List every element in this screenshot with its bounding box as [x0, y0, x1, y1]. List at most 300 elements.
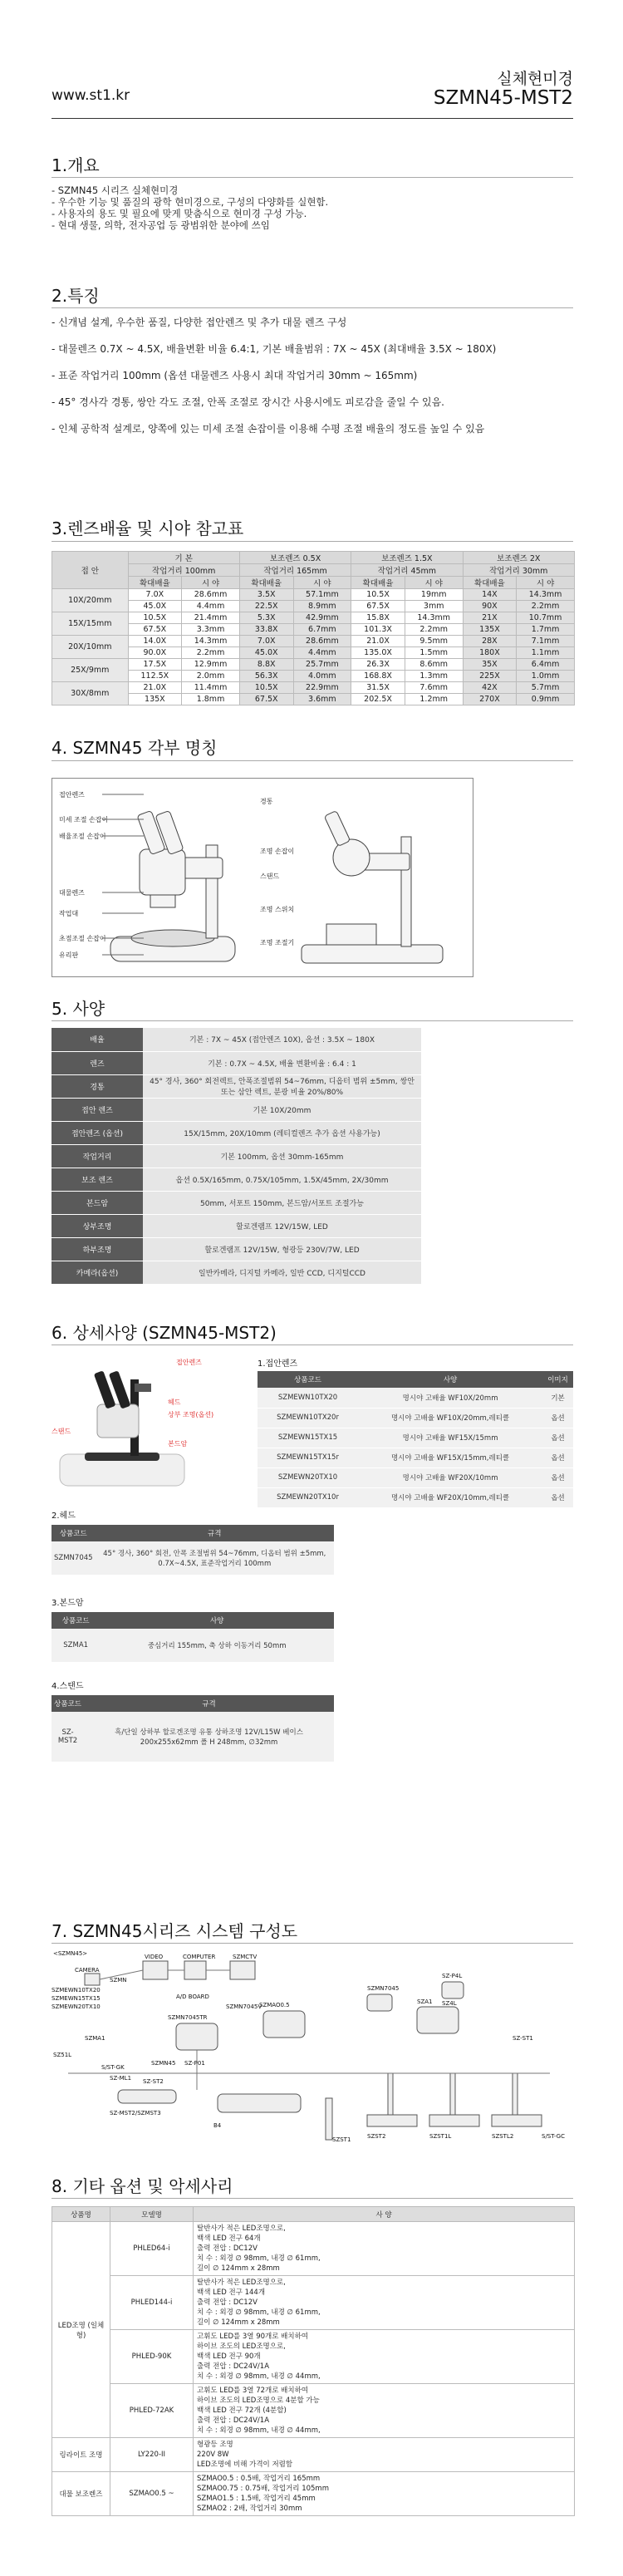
overview-line: - SZMN45 시리즈 실체현미경: [52, 184, 179, 196]
spec-description: [194, 2438, 575, 2472]
mag-sub-row: [52, 577, 575, 589]
mag-cell: 19mm: [405, 589, 463, 601]
mag-cell: 3.6mm: [293, 694, 351, 705]
feature-line: - 45° 경사각 경통, 쌍안 각도 조절, 안폭 조절로 장시간 사용시에도 피로감을 줄일 수 있음.: [52, 396, 444, 408]
mag-cell: 17.5X: [128, 659, 182, 671]
part-label: 초점조절 손잡이: [59, 935, 106, 942]
system-label: SZ51L: [53, 2052, 72, 2058]
mag-cell: 67.5X: [351, 601, 405, 612]
table-cell: SZMEWN20TX10: [258, 1467, 358, 1487]
pole-shape: [450, 2073, 455, 2115]
mag-cell: 14.3mm: [517, 589, 575, 601]
mag-cell: 4.0mm: [293, 671, 351, 682]
model-name: PHLED64-i: [110, 2222, 194, 2276]
mag-cell: 26.3X: [351, 659, 405, 671]
fov-sub-header: 시 야: [293, 577, 351, 589]
table-row: [52, 601, 575, 612]
system-label: SZMAO0.5: [259, 2002, 290, 2008]
feature-line: - 대물렌즈 0.7X ~ 4.5X, 배율변환 비율 6.4:1, 기본 배율범위 : 7X ~ 45X (최대배율 3.5X ~ 180X): [52, 343, 497, 355]
mag-cell: 10.5X: [128, 612, 182, 624]
spec-line: 길이 ∅ 124mm x 28mm: [197, 2264, 280, 2273]
bondarm-subtitle: 3.본드암: [52, 1599, 84, 1608]
system-label: SZMCTV: [233, 1954, 258, 1960]
spec-key: 접안렌즈 (옵션): [52, 1121, 143, 1144]
mag-cell: 1.1mm: [517, 647, 575, 659]
mag-cell: 3.3mm: [182, 624, 240, 636]
part-label: 대물렌즈: [59, 889, 85, 897]
table-cell: SZMEWN15TX15r: [258, 1448, 358, 1467]
mag-cell: 28.6mm: [182, 589, 240, 601]
mag-cell: 14.3mm: [405, 612, 463, 624]
feature-line: - 인체 공학적 설계로, 양쪽에 있는 미세 조절 손잡이를 이용해 수평 조절 배율의 정도를 높일 수 있음: [52, 423, 485, 435]
mag-cell: 14X: [463, 589, 517, 601]
mag-cell: 12.9mm: [182, 659, 240, 671]
mag-cell: 112.5X: [128, 671, 182, 682]
column-header: 모델명: [110, 2207, 194, 2222]
mag-cell: 1.8mm: [182, 694, 240, 705]
photo-callout-label: 접안렌즈: [176, 1359, 202, 1366]
part-label: 작업대: [59, 910, 79, 917]
model-name: SZMAO0.5 ~: [110, 2472, 194, 2516]
fov-sub-header: 시 야: [405, 577, 463, 589]
system-label: SZMN: [110, 1977, 127, 1984]
spec-value: 할로겐램프 12V/15W, 형광등 230V/7W, LED: [143, 1237, 421, 1261]
mag-cell: 1.7mm: [517, 624, 575, 636]
mag-cell: 135X: [128, 694, 182, 705]
table-cell: 중심거리 155mm, 축 상하 이동거리 50mm: [100, 1629, 334, 1662]
spec-value: 일반카메라, 디지털 카메라, 일반 CCD, 디지털CCD: [143, 1261, 421, 1284]
part-label: 배율조절 손잡이: [59, 833, 106, 840]
mag-sub-header: 확대배율: [239, 577, 293, 589]
spec-line: 220V 8W: [197, 2451, 229, 2459]
microscope-diagram-svg: [52, 779, 473, 976]
stand-st1-shape: [118, 2090, 176, 2103]
spec-line: 백색 LED 전구 64개: [197, 2234, 261, 2243]
mag-cell: 10.5X: [351, 589, 405, 601]
table-cell: 명시야 고배율 WF10X/20mm,레티클: [358, 1408, 542, 1428]
mag-cell: 2.2mm: [405, 624, 463, 636]
mag-cell: 15.8X: [351, 612, 405, 624]
mag-cell: 45.0X: [128, 601, 182, 612]
table-row: [52, 1629, 334, 1662]
table-cell: 명시야 고배율 WF20X/10mm,레티클: [358, 1487, 542, 1507]
eyepiece-label: 15X/15mm: [52, 612, 129, 636]
part-label: 조명 조절기: [260, 939, 295, 946]
table-row: [52, 589, 575, 601]
table-row: [52, 2276, 575, 2330]
stand-szst2-shape: [429, 2115, 479, 2126]
spec-value: 50mm, 서포트 150mm, 본드암/서포트 조절가능: [143, 1191, 421, 1214]
system-label: B4: [213, 2122, 222, 2129]
mag-cell: 21.4mm: [182, 612, 240, 624]
photo-callout-label: 본드암: [168, 1440, 188, 1448]
system-label: A/D BOARD: [176, 1993, 209, 2000]
mag-sub-header: 확대배율: [351, 577, 405, 589]
stand-szst1l-shape: [492, 2115, 542, 2126]
header-divider: [52, 118, 573, 119]
system-label: VIDEO: [145, 1954, 164, 1960]
section-divider: [52, 760, 573, 761]
system-label: S/ST-GK: [101, 2064, 125, 2071]
table-row: [258, 1428, 573, 1448]
spec-key: 배율: [52, 1028, 143, 1051]
table-row: [258, 1388, 573, 1408]
table-cell: 옵션: [542, 1428, 573, 1448]
section-divider: [52, 307, 573, 308]
table-cell: SZ-MST2: [52, 1712, 84, 1762]
table-row: [258, 1467, 573, 1487]
mag-cell: 7.0X: [239, 636, 293, 647]
plate-shape: [85, 1453, 159, 1461]
column-header: 규격: [96, 1525, 334, 1541]
photo-callout-label: 헤드: [168, 1399, 181, 1406]
system-label: SZA1: [417, 1998, 433, 2005]
parts-diagram: [52, 778, 473, 977]
mag-cell: 1.0mm: [517, 671, 575, 682]
mag-cell: 5.3X: [239, 612, 293, 624]
head-7045-shape: [417, 2007, 459, 2033]
table-cell: 옵션: [542, 1487, 573, 1507]
mag-cell: 180X: [463, 647, 517, 659]
table-cell: 옵션: [542, 1448, 573, 1467]
spec-line: 고휘도 LED를 3열 90개로 배치하여: [197, 2333, 309, 2341]
mag-cell: 67.5X: [128, 624, 182, 636]
computer-shape: [184, 1961, 206, 1979]
spec-line: 백색 LED 전구 90개: [197, 2352, 261, 2361]
mag-cell: 202.5X: [351, 694, 405, 705]
overview-line: - 사용자의 용도 및 필요에 맞게 맞춤식으로 현미경 구성 가능.: [52, 208, 307, 219]
eyepiece-label: 20X/10mm: [52, 636, 129, 659]
mag-cell: 1.5mm: [405, 647, 463, 659]
mag-cell: 6.4mm: [517, 659, 575, 671]
mag-cell: 10.5X: [239, 682, 293, 694]
section-divider: [52, 177, 573, 178]
eyepiece-table: [258, 1371, 573, 1508]
section-divider: [52, 1020, 573, 1021]
mag-cell: 7.0X: [128, 589, 182, 601]
mag-cell: 11.4mm: [182, 682, 240, 694]
lamp-shape: [135, 1384, 151, 1392]
table-cell: 옵션: [542, 1467, 573, 1487]
spec-value: 기본 : 0.7X ~ 4.5X, 배율 변환비율 : 6.4 : 1: [143, 1051, 421, 1074]
spec-line: 백색 LED 전구 72개 (4분할): [197, 2406, 287, 2415]
table-row: [52, 2384, 575, 2438]
section-divider: [52, 541, 573, 542]
mag-cell: 3mm: [405, 601, 463, 612]
mag-cell: 56.3X: [239, 671, 293, 682]
spec-line: 백색 LED 전구 144개: [197, 2288, 266, 2297]
spec-line: 치 수 : 외경 ∅ 98mm, 내경 ∅ 61mm,: [197, 2254, 321, 2263]
system-label: SZ-P4L: [442, 1973, 463, 1979]
spec-line: 탈반사가 적은 LED조명으로,: [197, 2279, 286, 2287]
mag-cell: 1.3mm: [405, 671, 463, 682]
part-label: 스탠드: [260, 873, 280, 880]
table-cell: 기본: [542, 1388, 573, 1408]
mag-working-distance: 작업거리 45mm: [351, 564, 463, 577]
head-trinocular-shape: [176, 2023, 218, 2050]
accessories-table: [52, 2206, 575, 2516]
mag-cell: 225X: [463, 671, 517, 682]
overview-line: - 우수한 기능 및 품질의 광학 현미경으로, 구성의 다양화를 실현함.: [52, 196, 329, 208]
mag-group-header: 보조렌즈 2X: [463, 552, 574, 564]
spec-value: 기본 : 7X ~ 45X (접안렌즈 10X), 옵션 : 3.5X ~ 180X: [143, 1028, 421, 1051]
spec-value: 할로겐램프 12V/15W, LED: [143, 1214, 421, 1237]
mag-cell: 33.8X: [239, 624, 293, 636]
table-cell: 45° 경사, 360° 회전, 안폭 조절범위 54~76mm, 디옵터 범위 ±5mm, 0.7X~4.5X, 표준작업거리 100mm: [96, 1541, 334, 1575]
column-header: 규격: [84, 1695, 334, 1712]
video-shape-2: [230, 1961, 255, 1979]
table-row: [52, 2330, 575, 2384]
ring-light-shape-2: [442, 1982, 464, 1998]
site-url[interactable]: www.st1.kr: [52, 87, 130, 104]
table-cell: SZMEWN10TX20: [258, 1388, 358, 1408]
magnification-table: [52, 551, 575, 705]
mag-group-header: 보조렌즈 1.5X: [351, 552, 463, 564]
table-cell: SZMEWN15TX15: [258, 1428, 358, 1448]
ring-light-shape: [367, 1994, 392, 2011]
column-header: 사 양: [194, 2207, 575, 2222]
spec-key: 렌즈: [52, 1051, 143, 1074]
stand-subtitle: 4.스탠드: [52, 1682, 84, 1691]
spec-key: 상부조명: [52, 1214, 143, 1237]
spec-key: 본드암: [52, 1191, 143, 1214]
section-accessories-title: 8. 기타 옵션 및 악세사리: [52, 2176, 233, 2196]
table-row: [52, 1541, 334, 1575]
mag-cell: 8.9mm: [293, 601, 351, 612]
system-diagram-svg: [52, 1949, 575, 2156]
table-row: [52, 1121, 421, 1144]
table-cell: 명시야 고배율 WF20X/10mm: [358, 1467, 542, 1487]
spec-line: 치 수 : 외경 ∅ 98mm, 내경 ∅ 61mm,: [197, 2308, 321, 2317]
fov-sub-header: 시 야: [517, 577, 575, 589]
product-category: 실체현미경: [497, 70, 573, 88]
mag-wd-row: [52, 564, 575, 577]
spec-key: 작업거리: [52, 1144, 143, 1168]
system-label: SZMN7045: [367, 1985, 400, 1992]
spec-line: 형광등 조명: [197, 2441, 233, 2449]
model-name: LY220-II: [110, 2438, 194, 2472]
section-parts-title: 4. SZMN45 각부 명칭: [52, 738, 218, 758]
column-header: 상품코드: [258, 1371, 358, 1388]
system-label: SZMN7045TR: [168, 2014, 208, 2021]
mag-cell: 7.1mm: [517, 636, 575, 647]
table-cell: 옵션: [542, 1408, 573, 1428]
spec-value: 기본 100mm, 옵션 30mm-165mm: [143, 1144, 421, 1168]
features-list: [52, 314, 496, 447]
mag-sub-header: 확대배율: [128, 577, 182, 589]
mag-cell: 7.6mm: [405, 682, 463, 694]
objective-shape: [150, 895, 175, 907]
table-row: [52, 2472, 575, 2516]
table-row: [52, 624, 575, 636]
system-label: SZMN45: [151, 2060, 176, 2067]
mag-cell: 90.0X: [128, 647, 182, 659]
mag-cell: 45.0X: [239, 647, 293, 659]
table-row: [52, 671, 575, 682]
table-row: [52, 2222, 575, 2276]
head-table: [52, 1525, 334, 1576]
system-label: SZ-ST2: [143, 2078, 164, 2085]
spec-line: 출력 전압 : DC24V/1A: [197, 2416, 270, 2425]
table-cell: 흑/단일 상하부 할로겐조명 유통 상하조명 12V/L15W 베이스 200x255x62mm 폴 H 248mm, ∅32mm: [84, 1712, 334, 1762]
system-label: CAMERA: [75, 1967, 100, 1974]
table-cell: 명시야 고배율 WF15X/15mm,레티클: [358, 1448, 542, 1467]
system-label: SZ-P01: [184, 2060, 205, 2067]
mag-cell: 8.6mm: [405, 659, 463, 671]
system-label: S/ST-GC: [542, 2133, 565, 2140]
system-labels: [52, 1950, 565, 2143]
product-name: 대물 보조렌즈: [52, 2472, 110, 2516]
table-cell: SZMEWN20TX10r: [258, 1487, 358, 1507]
table-row: [258, 1408, 573, 1428]
mag-eyepiece-header: 접 안: [52, 552, 129, 589]
base-shape: [302, 945, 443, 963]
mag-working-distance: 작업거리 165mm: [239, 564, 351, 577]
spec-key: 경통: [52, 1074, 143, 1098]
model-name: PHLED-72AK: [110, 2384, 194, 2438]
b4-shape: [326, 2098, 332, 2140]
spec-line: 탈반사가 적은 LED조명으로,: [197, 2225, 286, 2233]
eyepiece-label: 25X/9mm: [52, 659, 129, 682]
mag-cell: 168.8X: [351, 671, 405, 682]
table-cell: SZMA1: [52, 1629, 100, 1662]
product-photo: [52, 1354, 251, 1496]
table-row: [52, 1214, 421, 1237]
table-row: [52, 694, 575, 705]
table-cell: SZMN7045: [52, 1541, 96, 1575]
spec-line: SZMAO2 : 2배, 작업거리 30mm: [197, 2505, 302, 2513]
mag-cell: 21.0X: [351, 636, 405, 647]
column-header: 사양: [358, 1371, 542, 1388]
mag-cell: 42.9mm: [293, 612, 351, 624]
table-cell: 명시야 고배율 WF10X/20mm: [358, 1388, 542, 1408]
system-label: SZSTL2: [492, 2133, 514, 2140]
model-name: PHLED144-i: [110, 2276, 194, 2330]
table-row: [52, 1144, 421, 1168]
mag-cell: 28.6mm: [293, 636, 351, 647]
spec-description: [194, 2472, 575, 2516]
table-header-row: [52, 2207, 575, 2222]
stand-szst1-shape: [367, 2115, 417, 2126]
table-row: [52, 1074, 421, 1098]
spec-table: [52, 1028, 421, 1285]
table-header-row: [52, 1695, 334, 1712]
mag-cell: 2.2mm: [182, 647, 240, 659]
section-spec-title: 5. 사양: [52, 999, 105, 1019]
table-header-row: [52, 1612, 334, 1629]
spec-line: 하이브 조도의 LED조명으로,: [197, 2342, 286, 2351]
table-row: [52, 647, 575, 659]
table-row: [52, 1237, 421, 1261]
table-row: [52, 636, 575, 647]
pole-shape: [388, 2073, 393, 2115]
spec-line: 출력 전압 : DC12V: [197, 2298, 258, 2307]
section-system-title: 7. SZMN45시리즈 시스템 구성도: [52, 1921, 298, 1941]
table-header-row: [52, 1525, 334, 1541]
table-row: [52, 1261, 421, 1284]
spec-key: 하부조명: [52, 1237, 143, 1261]
column-header: 상품코드: [52, 1525, 96, 1541]
system-label: SZ-ST1: [513, 2035, 533, 2042]
mag-cell: 42X: [463, 682, 517, 694]
spec-line: SZMAO0.75 : 0.75배, 작업거리 105mm: [197, 2485, 329, 2493]
model-name: PHLED-90K: [110, 2330, 194, 2384]
table-row: [52, 1028, 421, 1051]
table-row: [52, 1098, 421, 1121]
feature-line: - 신개념 설계, 우수한 품질, 다양한 접안렌즈 및 추가 대물 렌즈 구성: [52, 317, 347, 328]
mag-cell: 0.9mm: [517, 694, 575, 705]
spec-line: 치 수 : 외경 ∅ 98mm, 내경 ∅ 44mm,: [197, 2372, 321, 2381]
part-label: 조명 손잡이: [260, 848, 295, 855]
system-label: SZMEWN15TX15: [52, 1995, 101, 2002]
head-subtitle: 2.헤드: [52, 1512, 76, 1521]
product-name: 링라이트 조명: [52, 2438, 110, 2472]
spec-description: [194, 2330, 575, 2384]
part-label: 미세 조절 손잡이: [59, 816, 109, 823]
section-magnification-title: 3.렌즈배율 및 시야 참고표: [52, 519, 244, 538]
spec-description: [194, 2384, 575, 2438]
table-row: [258, 1448, 573, 1467]
mag-cell: 8.8X: [239, 659, 293, 671]
spec-description: [194, 2222, 575, 2276]
column-header: 상품코드: [52, 1695, 84, 1712]
camera-shape: [85, 1974, 100, 1985]
product-model: SZMN45-MST2: [433, 87, 573, 109]
group-name: LED조명 (일체형): [52, 2222, 110, 2438]
spec-key: 접안 렌즈: [52, 1098, 143, 1121]
spec-value: 기본 10X/20mm: [143, 1098, 421, 1121]
eyepiece-label: 30X/8mm: [52, 682, 129, 705]
mag-cell: 270X: [463, 694, 517, 705]
mag-sub-header: 확대배율: [463, 577, 517, 589]
table-row: [52, 1168, 421, 1191]
eyepiece-shape: [324, 810, 350, 846]
mag-cell: 1.2mm: [405, 694, 463, 705]
mag-cell: 21.0X: [128, 682, 182, 694]
section-divider: [52, 1943, 573, 1944]
table-row: [52, 612, 575, 624]
section-overview-title: 1.개요: [52, 155, 100, 175]
photo-callout-label: 스탠드: [52, 1428, 71, 1435]
eyepiece-subtitle: 1.접안렌즈: [258, 1359, 298, 1369]
part-label: 접안렌즈: [59, 791, 85, 799]
spec-key: 보조 렌즈: [52, 1168, 143, 1191]
mag-cell: 5.7mm: [517, 682, 575, 694]
table-row: [52, 2438, 575, 2472]
mag-cell: 35X: [463, 659, 517, 671]
mag-cell: 2.2mm: [517, 601, 575, 612]
mag-cell: 21X: [463, 612, 517, 624]
section-divider: [52, 2198, 573, 2199]
eyepiece-label: 10X/20mm: [52, 589, 129, 612]
bondarm-table: [52, 1612, 334, 1663]
mag-cell: 31.5X: [351, 682, 405, 694]
spec-value: 45° 경사, 360° 회전렉트, 안폭조절범위 54~76mm, 디옵터 범위 ±5mm, 쌍안 또는 삼안 렉트, 분광 비율 20%/80%: [143, 1074, 421, 1098]
table-cell: SZMEWN10TX20r: [258, 1408, 358, 1428]
table-row: [52, 1051, 421, 1074]
overview-list: [52, 184, 328, 231]
column-header: 사양: [100, 1612, 334, 1629]
mag-cell: 135X: [463, 624, 517, 636]
mag-cell: 135.0X: [351, 647, 405, 659]
mag-cell: 2.0mm: [182, 671, 240, 682]
mag-cell: 57.1mm: [293, 589, 351, 601]
mag-cell: 14.0X: [128, 636, 182, 647]
mag-cell: 22.5X: [239, 601, 293, 612]
mag-cell: 101.3X: [351, 624, 405, 636]
product-photo-svg: [52, 1354, 251, 1496]
video-shape: [143, 1961, 168, 1979]
